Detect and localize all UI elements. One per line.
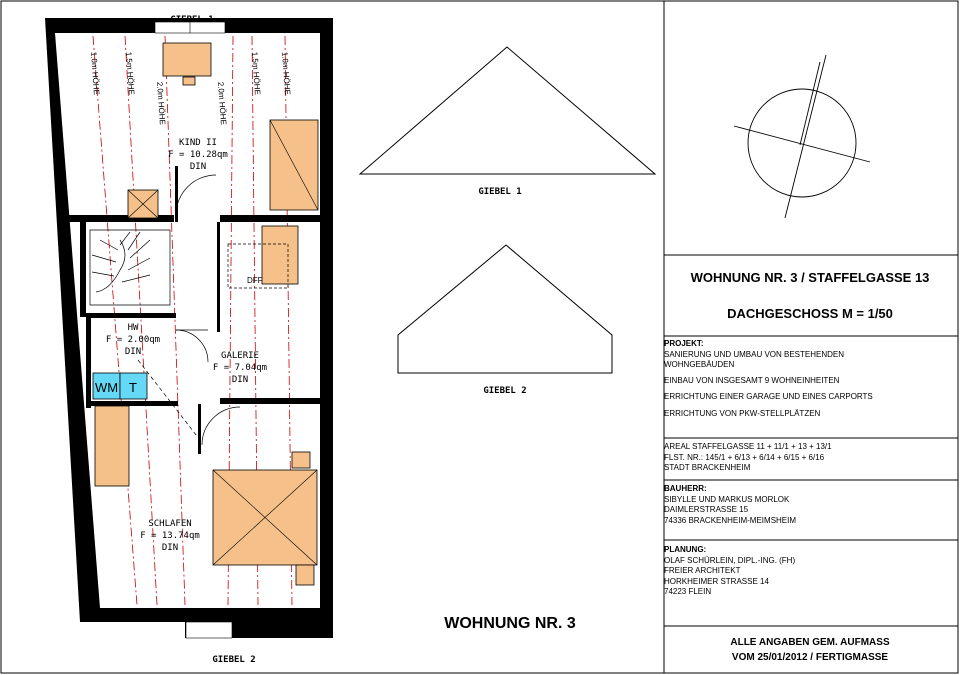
drawing-title: WOHNUNG NR. 3: [444, 615, 576, 632]
project-line: ERRICHTUNG EINER GARAGE UND EINES CARPORTS: [664, 392, 873, 401]
chair: [183, 77, 195, 85]
room-name: GALERIE: [221, 351, 259, 361]
gable1-outline: [360, 47, 655, 174]
client-label: BAUHERR:: [664, 484, 707, 493]
gable-top-label: GIEBEL 1: [170, 15, 214, 25]
dryer-label: T: [129, 380, 137, 395]
planner-line: 74223 FLEIN: [664, 587, 712, 596]
planner-line: OLAF SCHÜRLEIN, DIPL.-ING. (FH): [664, 555, 796, 565]
nightstand-bottom: [296, 565, 314, 585]
planner-label: PLANUNG:: [664, 545, 707, 554]
wardrobe-schlafen: [95, 406, 129, 486]
window-gable-bottom: [186, 622, 232, 638]
project-line: ERRICHTUNG VON PKW-STELLPLÄTZEN: [664, 408, 821, 418]
height-label: 2.0m HÖHE: [216, 81, 228, 126]
client-line: SIBYLLE UND MARKUS MORLOK: [664, 494, 790, 504]
site-line: STADT BRACKENHEIM: [664, 463, 751, 472]
client-section: [664, 484, 954, 526]
room-area: F = 13.74qm: [140, 531, 200, 541]
height-label: 1.5m HÖHE: [250, 51, 262, 96]
site-line: FLST. NR.: 145/1 + 6/13 + 6/14 + 6/15 + 6/16: [664, 452, 825, 462]
north-arrow-icon: [734, 55, 870, 218]
height-label: 1.0m HÖHE: [89, 51, 101, 96]
room-name: SCHLAFEN: [148, 519, 192, 529]
room-area: F = 7.04qm: [212, 363, 268, 373]
height-label: 1.0m HÖHE: [280, 51, 292, 96]
room-area: F = 2.00qm: [105, 335, 161, 345]
client-line: 74336 BRACKENHEIM-MEIMSHEIM: [664, 515, 797, 525]
room-unit: DIN: [231, 375, 249, 385]
project-line: WOHNGEBÄUDEN: [664, 360, 735, 369]
desk: [163, 43, 211, 76]
planner-line: HORKHEIMER STRASSE 14: [664, 576, 769, 586]
footer-line: ALLE ANGABEN GEM. AUFMASS: [730, 637, 890, 648]
gable1-label: GIEBEL 1: [478, 187, 522, 197]
height-label: 1.5m HÖHE: [124, 51, 136, 96]
planner-section: [664, 545, 954, 598]
project-label: PROJEKT:: [664, 339, 704, 348]
title-block-title: WOHNUNG NR. 3 / STAFFELGASSE 13: [690, 270, 930, 285]
washing-machine-label: WM: [95, 380, 119, 395]
room-area: F = 10.28qm: [168, 150, 228, 160]
height-label: 2.0m HÖHE: [155, 81, 167, 126]
floor-plan: [45, 15, 333, 665]
gable2-label: GIEBEL 2: [483, 386, 527, 396]
gable2-outline: [398, 245, 612, 373]
project-line: SANIERUNG UND UMBAU VON BESTEHENDEN: [664, 349, 845, 359]
project-section: [664, 339, 954, 419]
skylight-label: DFF: [247, 276, 263, 285]
footer-line: VOM 25/01/2012 / FERTIGMASSE: [731, 652, 889, 663]
title-block-subtitle: DACHGESCHOSS M = 1/50: [727, 306, 893, 321]
nightstand-top: [292, 452, 310, 468]
room-unit: DIN: [124, 347, 142, 357]
planner-line: FREIER ARCHITEKT: [664, 566, 741, 575]
site-line: AREAL STAFFELGASSE 11 + 11/1 + 13 + 13/1: [664, 442, 832, 451]
site-section: [664, 442, 954, 474]
room-unit: DIN: [161, 543, 179, 553]
gable-bottom-label: GIEBEL 2: [212, 655, 256, 665]
laundry-appliances: [93, 373, 147, 399]
desk-galerie: [262, 226, 298, 284]
room-name: HW: [127, 323, 139, 333]
project-line: EINBAU VON INSGESAMT 9 WOHNEINHEITEN: [664, 375, 840, 385]
room-name: KIND II: [179, 138, 217, 148]
elevations: [360, 47, 655, 373]
client-line: DAIMLERSTRASSE 15: [664, 505, 749, 514]
room-unit: DIN: [189, 162, 207, 172]
